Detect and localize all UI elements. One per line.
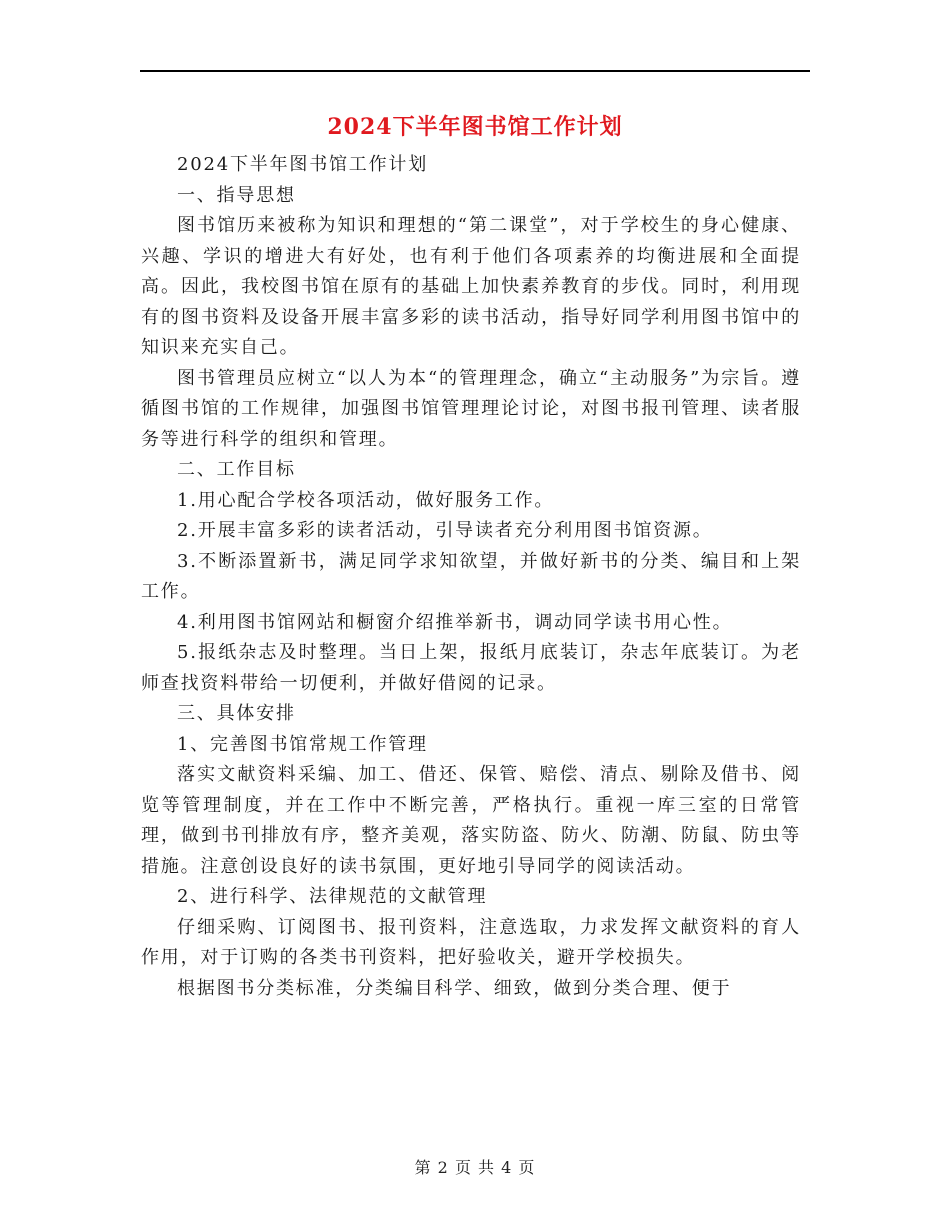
subsection-heading: 2、进行科学、法律规范的文献管理 [177, 886, 488, 907]
section-heading: 一、指导思想 [177, 184, 296, 206]
list-item: 5.报纸杂志及时整理。当日上架，报纸月底装订，杂志年底装订。为老师查找资料带给一切便利，并做好借阅的记录。 [141, 642, 801, 694]
paragraph: 落实文献资料采编、加工、借还、保管、赔偿、清点、剔除及借书、阅览等管理制度，并在工作中不断完善，严格执行。重视一库三室的日常管理，做到书刊排放有序，整齐美观，落实防盗、防火、防潮、防鼠、防虫等措施。注意创设良好的读书氛围，更好地引导同学的阅读活动。 [141, 764, 801, 877]
header-rule [140, 70, 810, 72]
paragraph: 图书馆历来被称为知识和理想的“第二课堂”，对于学校生的身心健康、兴趣、学识的增进大有好处，也有利于他们各项素养的均衡进展和全面提高。因此，我校图书馆在原有的基础上加快素养教育的步伐。同时，利用现有的图书资料及设备开展丰富多彩的读书活动，指导好同学利用图书馆中的知识来充实自己。 [141, 215, 801, 358]
page-footer: 第 2 页 共 4 页 [414, 1158, 536, 1177]
list-item: 3.不断添置新书，满足同学求知欲望，并做好新书的分类、编目和上架工作。 [141, 550, 801, 602]
list-item: 2.开展丰富多彩的读者活动，引导读者充分利用图书馆资源。 [177, 520, 713, 541]
paragraph: 根据图书分类标准，分类编目科学、细致，做到分类合理、便于 [177, 977, 732, 999]
section-heading: 二、工作目标 [177, 459, 296, 480]
document-title: 2024下半年图书馆工作计划 [327, 114, 623, 140]
list-item: 1.用心配合学校各项活动，做好服务工作。 [177, 489, 555, 511]
body-heading: 2024下半年图书馆工作计划 [177, 154, 429, 175]
list-item: 4.利用图书馆网站和橱窗介绍推举新书，调动同学读书用心性。 [177, 611, 733, 633]
section-heading: 三、具体安排 [177, 703, 296, 724]
subsection-heading: 1、完善图书馆常规工作管理 [177, 733, 428, 755]
document-body [141, 150, 801, 1004]
paragraph: 仔细采购、订阅图书、报刊资料，注意选取，力求发挥文献资料的育人作用，对于订购的各类书刊资料，把好验收关，避开学校损失。 [141, 916, 801, 968]
paragraph: 图书管理员应树立“以人为本“的管理理念，确立“主动服务”为宗旨。遵循图书馆的工作规律，加强图书馆管理理论讨论，对图书报刊管理、读者服务等进行科学的组织和管理。 [141, 367, 801, 450]
